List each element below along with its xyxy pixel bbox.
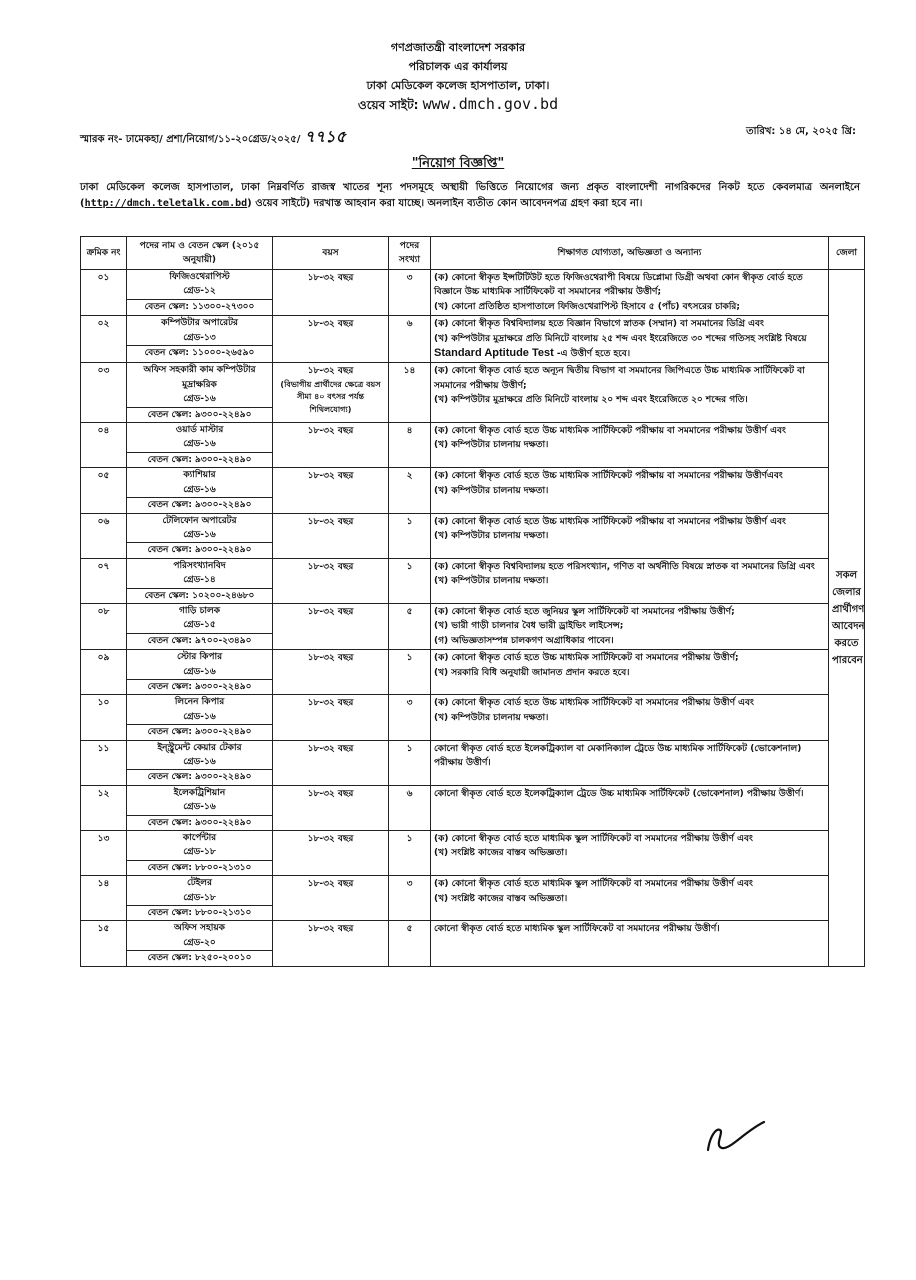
cell-age xyxy=(273,876,389,921)
header-hospital: ঢাকা মেডিকেল কলেজ হাসপাতাল, ঢাকা। xyxy=(366,79,550,92)
qualification-line xyxy=(434,846,825,860)
cell-post xyxy=(127,513,273,558)
cell-qualification xyxy=(431,603,829,649)
cell-count: ১ xyxy=(389,650,431,695)
table-row xyxy=(81,650,865,695)
qualification-line xyxy=(434,529,825,543)
qualification-line: কোনো স্বীকৃত বোর্ড হতে ইলেকট্রিক্যাল বা মেকানিক্যাল ট্রেডে উচ্চ মাধ্যমিক সার্টিফিকেট (ভোকেশনাল) পরীক্ষায় উত্তীর্ণ। xyxy=(434,743,802,768)
th-age: বয়স xyxy=(273,237,389,270)
cell-post xyxy=(127,831,273,876)
qualification-text: (খ) কোনো প্রতিষ্ঠিত হাসপাতালে ফিজিওথেরাপিস্ট হিসাবে ৫ (পাঁচ) বৎসরের চাকরি; xyxy=(434,301,740,312)
cell-post xyxy=(127,423,273,468)
qualification-line: (ক) কোনো স্বীকৃত বিশ্ববিদ্যালয় হতে পরিসংখ্যান, গণিত বা অর্থনীতি বিষয়ে স্নাতক বা সমমানের ডিগ্রি এবং xyxy=(434,561,815,572)
age-range: ১৮-৩২ বছর xyxy=(307,319,354,330)
cell-qualification xyxy=(431,921,829,966)
post-grade: গ্রেড-১৬ xyxy=(183,529,216,540)
cell-serial: ০৯ xyxy=(81,650,127,695)
cell-post xyxy=(127,603,273,649)
table-row xyxy=(81,558,865,603)
cell-count: ৬ xyxy=(389,316,431,363)
post-post: ইলেকট্রিশিয়ান xyxy=(173,787,226,798)
notice-title xyxy=(0,154,916,175)
post-scale: বেতন স্কেল: ৯৩০০-২২৪৯০ xyxy=(127,452,272,467)
qualification-text: (খ) কম্পিউটার চালনায় দক্ষতা। xyxy=(434,576,549,587)
age-range: ১৮-৩২ বছর xyxy=(307,426,354,437)
post-post: গাড়ি চালক xyxy=(178,605,221,616)
cell-age xyxy=(273,695,389,740)
qualification-line xyxy=(434,711,825,725)
age-range: ১৮-৩২ বছর xyxy=(307,924,354,935)
cell-serial: ০৪ xyxy=(81,423,127,468)
cell-qualification xyxy=(431,831,829,876)
cell-serial: ০২ xyxy=(81,316,127,363)
cell-count: ৩ xyxy=(389,695,431,740)
qualification-line xyxy=(434,393,825,407)
cell-serial: ০১ xyxy=(81,270,127,316)
cell-age xyxy=(273,650,389,695)
qualification-line: (ক) কোনো স্বীকৃত বোর্ড হতে অন্যূন দ্বিতীয় বিভাগ বা সমমানের জিপিএতে উচ্চ মাধ্যমিক সার্টিফিকেট বা সমমানের পরীক্ষায় উত্তীর্ণ; xyxy=(434,366,805,391)
cell-count: ৩ xyxy=(389,876,431,921)
qualification-line xyxy=(434,484,825,498)
post-scale: বেতন স্কেল: ৯৩০০-২২৪৯০ xyxy=(127,679,272,694)
post-post: ওয়ার্ড মাস্টার xyxy=(175,425,224,436)
cell-count: ১ xyxy=(389,558,431,603)
qualification-line xyxy=(434,438,825,452)
th-district: জেলা xyxy=(829,237,865,270)
cell-count: ৫ xyxy=(389,603,431,649)
age-note: (বিভাগীয় প্রার্থীদের ক্ষেত্রে বয়স সীমা ৪০ বৎসর পর্যন্ত শিথিলযোগ্য) xyxy=(280,379,381,414)
qualification-line: কোনো স্বীকৃত বোর্ড হতে ইলেকট্রিক্যাল ট্রেডে উচ্চ মাধ্যমিক সার্টিফিকেট (ভোকেশনাল) পরীক্ষায় উত্তীর্ণ। xyxy=(434,788,804,799)
signature-mark xyxy=(700,1116,770,1156)
header-website xyxy=(0,95,916,115)
age-range: ১৮-৩২ বছর xyxy=(307,471,354,482)
cell-serial: ০৩ xyxy=(81,363,127,423)
table-row xyxy=(81,423,865,468)
post-grade: গ্রেড-১৬ xyxy=(183,484,216,495)
cell-qualification xyxy=(431,423,829,468)
post-grade: গ্রেড-১৬ xyxy=(183,666,216,677)
qualification-text: (খ) কম্পিউটার চালনায় দক্ষতা। xyxy=(434,440,549,451)
post-grade: গ্রেড-১২ xyxy=(183,286,216,297)
cell-serial: ০৮ xyxy=(81,603,127,649)
table-row xyxy=(81,270,865,316)
qualification-text: (খ) কম্পিউটার মুদ্রাক্ষরে প্রতি মিনিটে বাংলায় ২৫ শব্দ এবং ইংরেজিতে ৩০ শব্দের গতিসহ সংশ্লিষ্ট বিষয়ে xyxy=(434,333,807,344)
intro-part2: ) ওয়েব সাইটে) দরখাস্ত আহবান করা যাচ্ছে। অনলাইন ব্যতীত কোন আবেদনপত্র গ্রহণ করা হবে না। xyxy=(247,198,643,209)
qualification-line xyxy=(434,619,825,633)
post-grade: গ্রেড-১৬ xyxy=(183,757,216,767)
age-range: ১৮-৩২ বছর xyxy=(307,698,354,709)
cell-qualification xyxy=(431,876,829,921)
qualification-text: (খ) কম্পিউটার মুদ্রাক্ষরে প্রতি মিনিটে বাংলায় ২০ শব্দ এবং ইংরেজিতে ২০ শব্দের গতি। xyxy=(434,395,748,406)
cell-count: ১ xyxy=(389,513,431,558)
post-post: কার্পেন্টার xyxy=(182,833,217,844)
memo-date: তারিখ: ১৪ মে, ২০২৫ খ্রি: xyxy=(746,126,856,137)
intro-link[interactable]: http://dmch.teletalk.com.bd xyxy=(84,198,248,209)
post-post: কম্পিউটার অপারেটর xyxy=(161,318,238,329)
post-scale: বেতন স্কেল: ৮৮০০-২১৩১০ xyxy=(127,860,272,875)
cell-serial: ১৫ xyxy=(81,921,127,966)
qualification-text: -এ উত্তীর্ণ হতে হবে। xyxy=(556,349,631,360)
qualification-line xyxy=(434,332,825,362)
cell-count: ১ xyxy=(389,740,431,785)
cell-age xyxy=(273,558,389,603)
th-serial: ক্রমিক নং xyxy=(81,237,127,270)
cell-serial: ০৫ xyxy=(81,468,127,513)
post-scale: বেতন স্কেল: ৮৮০০-২১৩১০ xyxy=(127,905,272,920)
cell-age xyxy=(273,603,389,649)
qualification-text: (খ) কম্পিউটার চালনায় দক্ষতা। xyxy=(434,530,549,541)
header-office: পরিচালক এর কার্যালয় xyxy=(408,60,508,73)
age-range: ১৮-৩২ বছর xyxy=(307,879,354,890)
post-grade: গ্রেড-১৬ xyxy=(183,394,216,405)
qualification-line: (ক) কোনো স্বীকৃত বোর্ড হতে উচ্চ মাধ্যমিক সার্টিফিকেট পরীক্ষায় বা সমমানের পরীক্ষায় উত্তীর্ণএবং xyxy=(434,471,783,482)
table-row xyxy=(81,316,865,363)
cell-age xyxy=(273,270,389,316)
post-post: অফিস সহকারী কাম কম্পিউটার মুদ্রাক্ষরিক xyxy=(143,365,256,390)
memo-number xyxy=(80,124,346,151)
cell-count: ৫ xyxy=(389,921,431,966)
post-scale: বেতন স্কেল: ৯৩০০-২২৪৯০ xyxy=(127,407,272,422)
website-label: ওয়েব সাইট: xyxy=(357,98,419,112)
post-scale: বেতন স্কেল: ৯৩০০-২২৪৯০ xyxy=(127,497,272,512)
qualification-line: (ক) কোনো স্বীকৃত বোর্ড হতে মাধ্যমিক স্কুল সার্টিফিকেট বা সমমানের পরীক্ষায় উত্তীর্ণ এবং xyxy=(434,834,753,845)
cell-age xyxy=(273,831,389,876)
post-scale: বেতন স্কেল: ১০২০০-২৪৬৮০ xyxy=(127,588,272,603)
qualification-line xyxy=(434,666,825,680)
memo-number-text: স্মারক নং- ঢামেকহা/ প্রশা/নিয়োগ/১১-২০গ্রেড/২০২৫/ xyxy=(80,134,301,145)
cell-qualification xyxy=(431,363,829,423)
cell-qualification xyxy=(431,316,829,363)
qualification-english-term: Standard Aptitude Test xyxy=(434,347,554,360)
cell-serial: ১১ xyxy=(81,740,127,785)
post-grade: গ্রেড-১৪ xyxy=(183,575,216,586)
qualification-line: (ক) কোনো স্বীকৃত বোর্ড হতে উচ্চ মাধ্যমিক সার্টিফিকেট পরীক্ষায় বা সমমানের পরীক্ষায় উত্তীর্ণ এবং xyxy=(434,516,786,527)
cell-post xyxy=(127,695,273,740)
cell-district: সকল জেলার প্রার্থীগণ আবেদন করতে পারবেন xyxy=(829,270,865,967)
age-range: ১৮-৩২ বছর xyxy=(307,653,354,664)
post-scale: বেতন স্কেল: ৮২৫০-২০০১০ xyxy=(127,950,272,965)
cell-post xyxy=(127,363,273,423)
qualification-line: (গ) অভিজ্ঞতাসম্পন্ন চালকগণ অগ্রাধিকার পাবেন। xyxy=(434,635,614,646)
cell-post xyxy=(127,270,273,316)
post-scale: বেতন স্কেল: ৯৭০০-২৩৪৯০ xyxy=(127,633,272,648)
cell-age xyxy=(273,363,389,423)
cell-serial: ০৬ xyxy=(81,513,127,558)
qualification-line xyxy=(434,574,825,588)
post-scale: বেতন স্কেল: ৯৩০০-২২৪৯০ xyxy=(127,815,272,830)
post-post: লিনেন কিপার xyxy=(174,697,225,708)
age-range: ১৮-৩২ বছর xyxy=(307,273,354,283)
cell-post xyxy=(127,876,273,921)
cell-post xyxy=(127,921,273,966)
table-row xyxy=(81,363,865,423)
post-post: ইন্স্ট্রুমেন্ট কেয়ার টেকার xyxy=(157,742,242,753)
cell-count: ১৪ xyxy=(389,363,431,423)
cell-age xyxy=(273,740,389,785)
cell-serial: ১৩ xyxy=(81,831,127,876)
th-qualification: শিক্ষাগত যোগ্যতা, অভিজ্ঞতা ও অন্যান্য xyxy=(431,237,829,270)
post-scale: বেতন স্কেল: ১১০০০-২৬৫৯০ xyxy=(127,345,272,360)
cell-post xyxy=(127,785,273,830)
cell-post xyxy=(127,316,273,363)
post-post: ক্যাশিয়ার xyxy=(183,470,216,481)
cell-serial: ১৪ xyxy=(81,876,127,921)
cell-serial: ১২ xyxy=(81,785,127,830)
qualification-line: (ক) কোনো স্বীকৃত ইন্সটিটিউট হতে ফিজিওথেরাপী বিষয়ে ডিপ্লোমা ডিগ্রী অথবা কোন স্বীকৃত বোর্ড হতে বিজ্ঞানে উচ্চ মাধ্যমিক সার্টিফিকেট বা সমমানের পরীক্ষায় উত্তীর্ণ; xyxy=(434,273,803,298)
qualification-line: (ক) কোনো স্বীকৃত বোর্ড হতে উচ্চ মাধ্যমিক সার্টিফিকেট বা সমমানের পরীক্ষায় উত্তীর্ণ; xyxy=(434,653,739,664)
age-range: ১৮-৩২ বছর xyxy=(307,834,354,845)
post-grade: গ্রেড-১৬ xyxy=(183,802,216,813)
qualification-line xyxy=(434,300,825,314)
cell-count: ৬ xyxy=(389,785,431,830)
post-grade: গ্রেড-১৩ xyxy=(183,332,216,343)
cell-qualification xyxy=(431,468,829,513)
cell-age xyxy=(273,316,389,363)
cell-post xyxy=(127,558,273,603)
cell-age xyxy=(273,513,389,558)
qualification-text: (খ) সংশ্লিষ্ট কাজের বাস্তব অভিজ্ঞতা। xyxy=(434,893,568,904)
website-url: www.dmch.gov.bd xyxy=(422,95,559,113)
age-range: ১৮-৩২ বছর xyxy=(307,788,354,799)
qualification-line: (ক) কোনো স্বীকৃত বিশ্ববিদ্যালয় হতে বিজ্ঞান বিভাগে স্নাতক (সম্মান) বা সমমানের ডিগ্রি এবং xyxy=(434,319,764,330)
cell-qualification xyxy=(431,513,829,558)
intro-paragraph xyxy=(80,180,860,212)
office-header xyxy=(0,38,916,115)
post-scale: বেতন স্কেল: ৯৩০০-২২৪৯০ xyxy=(127,542,272,557)
post-grade: গ্রেড-১৮ xyxy=(183,892,216,903)
cell-count: ১ xyxy=(389,831,431,876)
cell-count: ২ xyxy=(389,468,431,513)
cell-age xyxy=(273,785,389,830)
post-post: টেইলর xyxy=(187,878,212,889)
cell-count: ৪ xyxy=(389,423,431,468)
post-post: অফিস সহায়ক xyxy=(174,923,225,934)
qualification-text: (খ) সরকারি বিধি অনুযায়ী জামানত প্রদান করতে হবে। xyxy=(434,667,630,678)
cell-serial: ০৭ xyxy=(81,558,127,603)
table-row xyxy=(81,785,865,830)
age-range: ১৮-৩২ বছর xyxy=(307,561,354,572)
qualification-text: (খ) কম্পিউটার চালনায় দক্ষতা। xyxy=(434,712,549,723)
memo-number-handwritten: ৭৭১৫ xyxy=(304,127,346,146)
post-grade: গ্রেড-১৬ xyxy=(183,711,216,722)
notice-title-text: "নিয়োগ বিজ্ঞপ্তি" xyxy=(411,156,505,171)
qualification-line xyxy=(434,892,825,906)
cell-age xyxy=(273,468,389,513)
post-scale: বেতন স্কেল: ৯৩০০-২২৪৯০ xyxy=(127,724,272,739)
cell-age xyxy=(273,921,389,966)
qualification-text: (খ) সংশ্লিষ্ট কাজের বাস্তব অভিজ্ঞতা। xyxy=(434,848,568,859)
table-row xyxy=(81,740,865,785)
post-grade: গ্রেড-১৮ xyxy=(183,847,216,858)
qualification-line: কোনো স্বীকৃত বোর্ড হতে মাধ্যমিক স্কুল সার্টিফিকেট বা সমমানের পরীক্ষায় উত্তীর্ণ। xyxy=(434,924,720,935)
post-scale: বেতন স্কেল: ৯৩০০-২২৪৯০ xyxy=(127,769,272,784)
age-range: ১৮-৩২ বছর xyxy=(307,743,354,754)
post-grade: গ্রেড-১৬ xyxy=(183,439,216,450)
cell-serial: ১০ xyxy=(81,695,127,740)
table-row xyxy=(81,921,865,966)
table-row xyxy=(81,876,865,921)
qualification-line: (ক) কোনো স্বীকৃত বোর্ড হতে উচ্চ মাধ্যমিক সার্টিফিকেট পরীক্ষায় বা সমমানের পরীক্ষায় উত্তীর্ণ এবং xyxy=(434,426,786,437)
post-post: টেলিফোন অপারেটর xyxy=(162,515,237,526)
header-govt: গণপ্রজাতন্ত্রী বাংলাদেশ সরকার xyxy=(390,41,526,54)
qualification-text: (খ) ভারী গাড়ী চালনার বৈধ ভারী ড্রাইভিং লাইসেন্স; xyxy=(434,621,624,632)
cell-post xyxy=(127,650,273,695)
age-range: ১৮-৩২ বছর xyxy=(307,366,354,377)
th-post: পদের নাম ও বেতন স্কেল (২০১৫ অনুযায়ী) xyxy=(127,237,273,270)
table-row xyxy=(81,695,865,740)
qualification-line: (ক) কোনো স্বীকৃত বোর্ড হতে জুনিয়র স্কুল সার্টিফিকেট বা সমমানের পরীক্ষায় উত্তীর্ণ; xyxy=(434,606,735,617)
cell-qualification xyxy=(431,785,829,830)
age-range: ১৮-৩২ বছর xyxy=(307,606,354,617)
cell-qualification xyxy=(431,650,829,695)
post-post: পরিসংখ্যানবিদ xyxy=(173,560,226,571)
cell-age xyxy=(273,423,389,468)
table-row xyxy=(81,831,865,876)
post-post: স্টোর কিপার xyxy=(176,652,223,663)
cell-count: ৩ xyxy=(389,270,431,316)
cell-post xyxy=(127,468,273,513)
post-post: ফিজিওথেরাপিস্ট xyxy=(169,272,230,282)
table-row xyxy=(81,513,865,558)
qualification-text: (খ) কম্পিউটার চালনায় দক্ষতা। xyxy=(434,485,549,496)
post-scale: বেতন স্কেল: ১১৩০০-২৭৩০০ xyxy=(127,299,272,314)
qualification-line: (ক) কোনো স্বীকৃত বোর্ড হতে মাধ্যমিক স্কুল সার্টিফিকেট বা সমমানের পরীক্ষায় উত্তীর্ণ এবং xyxy=(434,879,753,890)
vacancy-body xyxy=(81,270,865,967)
th-count: পদের সংখ্যা xyxy=(389,237,431,270)
post-grade: গ্রেড-১৫ xyxy=(183,620,216,631)
memo-row xyxy=(80,122,856,146)
table-row xyxy=(81,468,865,513)
age-range: ১৮-৩২ বছর xyxy=(307,516,354,527)
cell-qualification xyxy=(431,740,829,785)
cell-post xyxy=(127,740,273,785)
cell-qualification xyxy=(431,695,829,740)
post-grade: গ্রেড-২০ xyxy=(183,937,216,948)
cell-qualification xyxy=(431,558,829,603)
table-row xyxy=(81,603,865,649)
intro-part1: ঢাকা মেডিকেল কলেজ হাসপাতাল, ঢাকা নিম্নবর্ণিত রাজস্ব খাতের শূন্য পদসমূহে অস্থায়ী ভিত্তিতে নিয়োগের জন্য প্রকৃত বাংলাদেশী নাগরিকদের নিকট হতে কেবলমাত্র অনলাইনে ( xyxy=(80,182,860,209)
cell-qualification xyxy=(431,270,829,316)
vacancy-table xyxy=(80,236,865,967)
table-header-row xyxy=(81,237,865,270)
qualification-line: (ক) কোনো স্বীকৃত বোর্ড হতে উচ্চ মাধ্যমিক সার্টিফিকেট বা সমমানের পরীক্ষায় উত্তীর্ণ এবং xyxy=(434,698,754,709)
